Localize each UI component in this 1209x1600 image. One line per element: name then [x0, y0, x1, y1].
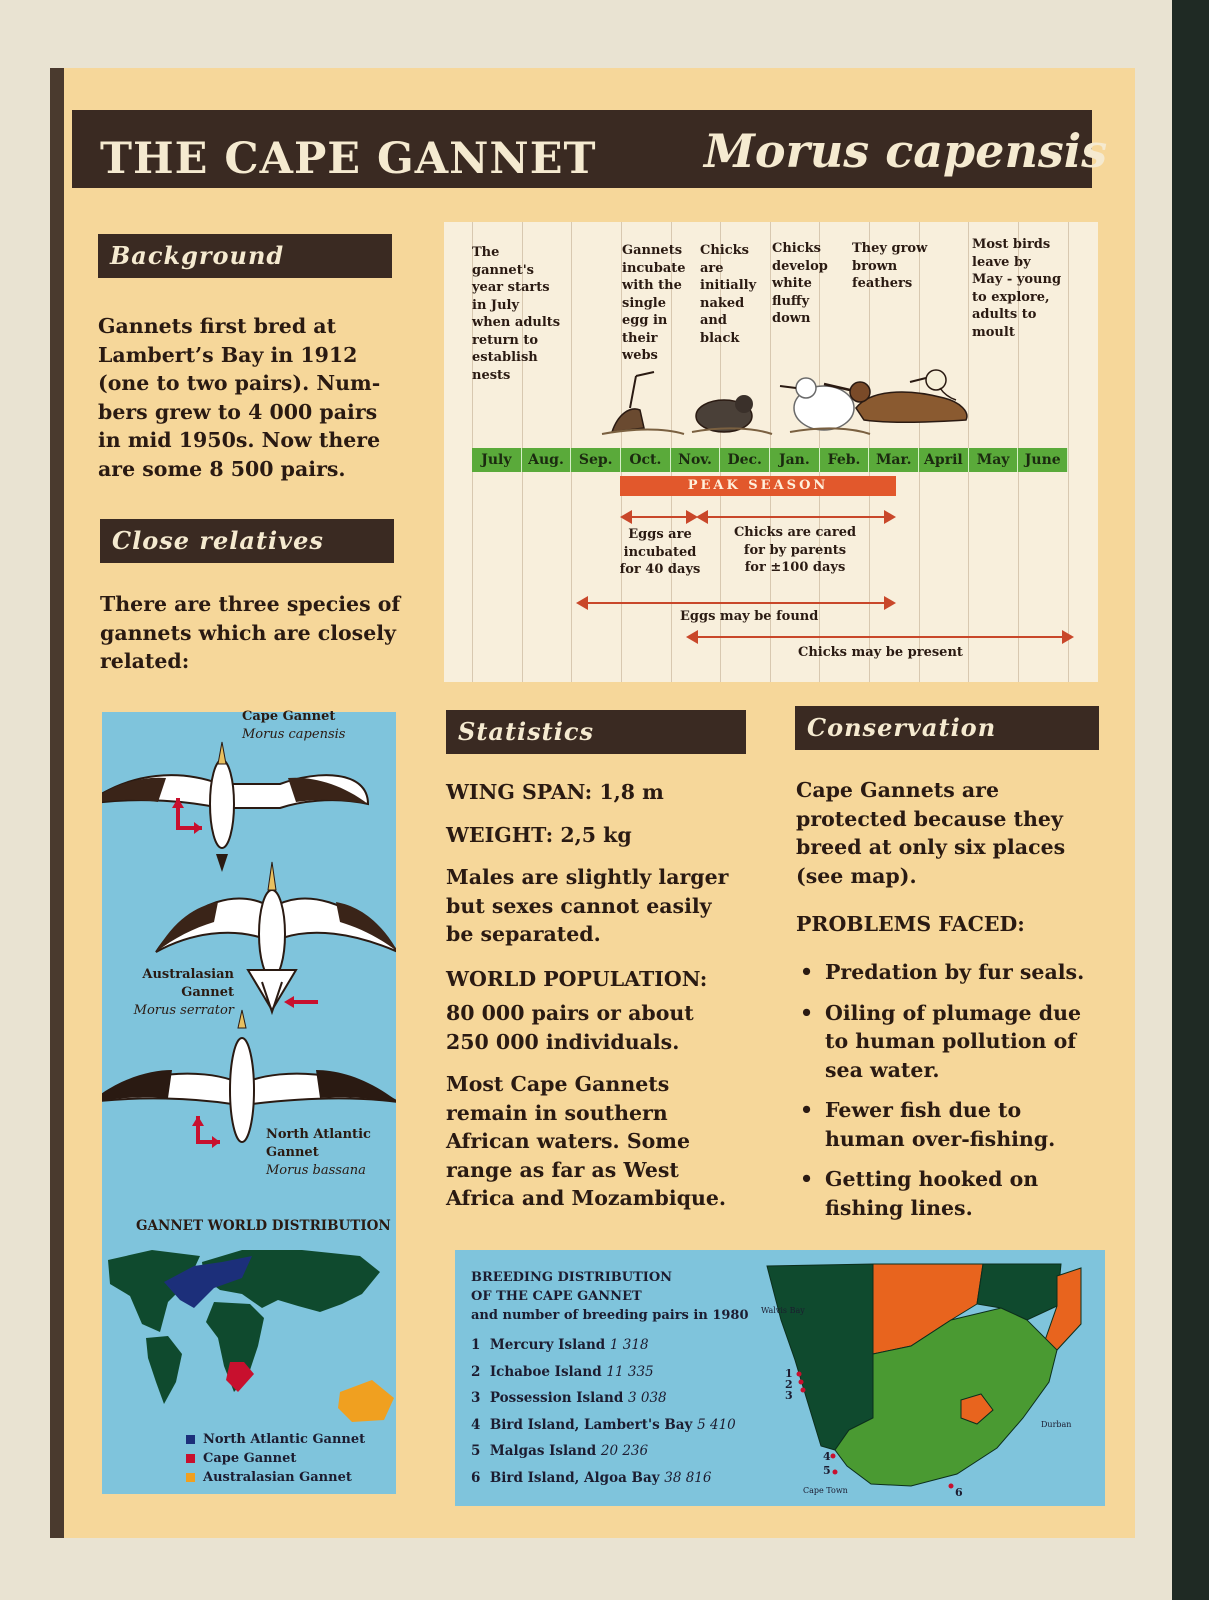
text-line: Males are slightly larger [446, 865, 729, 889]
site-row [471, 1385, 736, 1412]
caption-july [472, 244, 560, 384]
map-number: 6 [955, 1486, 963, 1499]
relatives-heading: Close relatives [100, 519, 394, 563]
caption-line: with the [622, 278, 682, 293]
caption-line: establish [472, 350, 538, 365]
site-name: Bird Island, Algoa Bay [489, 1469, 660, 1486]
caption-line: brown [852, 258, 898, 274]
site-row [471, 1438, 736, 1465]
text-line: African waters. Some [446, 1129, 691, 1153]
caption-line: when adults [472, 315, 561, 330]
text-line: be separated. [446, 922, 601, 946]
text-line: remain in southern [446, 1100, 668, 1125]
weight: WEIGHT: 2,5 kg [446, 822, 632, 847]
site-name: Bird Island, Lambert's Bay [489, 1416, 693, 1433]
site-name: Possession Island [489, 1390, 624, 1406]
text-line: human over-fishing. [825, 1126, 1056, 1151]
caption-line: their [622, 330, 658, 346]
nesting-gannet-drawing [602, 372, 684, 434]
map-number: 5 [823, 1464, 831, 1477]
breeding-title [471, 1268, 749, 1325]
caption-line: to explore, [972, 289, 1050, 305]
statistics-heading: Statistics [446, 710, 746, 754]
title-line: and number of breeding pairs in 1980 [471, 1308, 749, 1323]
caption-line: The [472, 245, 500, 260]
site-pairs: 20 236 [600, 1443, 649, 1459]
conservation-heading: Conservation [795, 706, 1099, 750]
map-number: 3 [785, 1389, 793, 1402]
caption-line: webs [622, 348, 658, 363]
wing-span: WING SPAN: 1,8 m [446, 780, 664, 804]
population-heading: WORLD POPULATION: [446, 966, 708, 991]
label-line: Eggs are [628, 527, 692, 542]
month-cell: Aug. [522, 448, 572, 472]
text-line: 80 000 pairs or about [446, 1001, 694, 1025]
month-cell: Sep. [571, 448, 621, 472]
label-line: for 40 days [619, 562, 701, 577]
caption-naked [700, 242, 756, 347]
caption-line: May - young [972, 272, 1062, 287]
species-name: Australasian Gannet [142, 967, 234, 1000]
month-cell: Mar. [869, 448, 919, 472]
text-line: in mid 1950s. Now there [98, 428, 381, 452]
site-number: 4 [471, 1416, 481, 1433]
caption-line: and [700, 313, 727, 328]
breeding-timeline [444, 222, 1098, 682]
chicks-cared-label [720, 524, 870, 577]
text-line: Fewer fish due to [825, 1098, 1022, 1122]
bullet-icon: • [800, 1000, 814, 1025]
month-cell: Jan. [770, 448, 820, 472]
site-number: 2 [471, 1363, 481, 1380]
gridline [1068, 222, 1069, 682]
caption-line: naked [700, 295, 745, 311]
text-line: Predation by fur seals. [825, 960, 1085, 984]
caption-line: feathers [852, 276, 913, 291]
durban-label: Durban [1041, 1420, 1072, 1429]
caption-line: gannet's [472, 262, 534, 278]
text-line: There are three species of [100, 592, 401, 616]
text-line: to human pollution of [825, 1029, 1077, 1053]
text-line: Most Cape Gannets [446, 1072, 670, 1096]
text-line: Cape Gannets are [796, 778, 1000, 802]
site-name: Malgas Island [489, 1443, 597, 1459]
text-line: fishing lines. [825, 1195, 973, 1220]
species-latin: Morus serrator [133, 1003, 234, 1018]
site-number: 5 [471, 1443, 481, 1459]
site-row [471, 1359, 736, 1386]
title-line: OF THE CAPE GANNET [471, 1289, 642, 1304]
cape-gannet-label [242, 708, 345, 744]
caption-line: adults to [972, 307, 1037, 322]
caption-feathers [852, 240, 927, 293]
species-name: Cape Gannet [242, 709, 336, 724]
text-line: bers grew to 4 000 pairs [98, 399, 378, 424]
text-line: are some 8 500 pairs. [98, 456, 346, 481]
site-row [471, 1332, 736, 1359]
page-title: THE CAPE GANNET [100, 134, 597, 184]
text-line: Africa and Mozambique. [446, 1186, 727, 1210]
title-bar [72, 110, 1108, 188]
site-number: 1 [471, 1337, 481, 1353]
text-line: Lambert’s Bay in 1912 [98, 342, 358, 367]
text-line: (one to two pairs). Num- [98, 371, 381, 395]
chicks-present-arrow [688, 636, 1072, 638]
world-distribution-map [102, 1242, 396, 1442]
species-name: North Atlantic Gannet [266, 1127, 371, 1160]
relatives-text [100, 590, 410, 676]
text-line: gannets which are closely [100, 620, 396, 645]
site-name: Mercury Island [489, 1337, 606, 1353]
caption-line: initially [700, 278, 757, 293]
label-line: Chicks are cared [733, 525, 857, 540]
legend-swatch [186, 1435, 195, 1444]
site-number: 3 [471, 1390, 481, 1406]
statistics-text [446, 778, 766, 1213]
month-cell: May [969, 448, 1019, 472]
peak-season-bar: PEAK SEASON [620, 476, 896, 496]
caption-leave [972, 236, 1061, 341]
site-pairs: 38 816 [664, 1469, 712, 1486]
caption-line: incubate [622, 260, 686, 276]
map-number: 4 [823, 1450, 831, 1463]
species-latin: Morus capensis [242, 727, 346, 742]
month-cell: June [1018, 448, 1068, 472]
caption-line: moult [972, 324, 1015, 340]
caption-line: They grow [852, 241, 928, 256]
conservation-text [796, 776, 1106, 939]
title-line: BREEDING DISTRIBUTION [471, 1270, 673, 1285]
legend-swatch [186, 1473, 195, 1482]
month-cell: Feb. [820, 448, 870, 472]
month-bar [472, 448, 1068, 472]
caption-line: Chicks [700, 243, 749, 258]
southern-africa-map [761, 1250, 1105, 1506]
legend-cape [186, 1451, 296, 1466]
site-row [471, 1412, 736, 1439]
caption-line: year starts [472, 280, 550, 295]
caption-line: develop [772, 258, 828, 274]
board-frame [1172, 0, 1209, 1600]
site-name: Ichaboe Island [489, 1363, 602, 1380]
legend-north-atlantic [186, 1432, 365, 1447]
text-line: 250 000 individuals. [446, 1029, 680, 1054]
caption-line: Chicks [772, 241, 821, 256]
background-text [98, 312, 398, 483]
list-item [796, 958, 1096, 987]
caption-line: leave by [972, 254, 1031, 270]
legend-australasian [186, 1470, 352, 1485]
list-item [796, 999, 1096, 1085]
text-line: sea water. [825, 1057, 940, 1082]
caption-line: single [622, 295, 667, 311]
text-line: protected because they [796, 806, 1063, 831]
text-line: Oiling of plumage due [825, 1000, 1082, 1025]
site-pairs: 11 335 [606, 1363, 654, 1380]
text-line: Gannets first bred at [98, 314, 337, 338]
month-cell: July [472, 448, 522, 472]
distribution-title: GANNET WORLD DISTRIBUTION [136, 1218, 391, 1234]
map-number: 2 [785, 1378, 793, 1391]
breeding-panel [455, 1250, 1105, 1506]
problems-heading: PROBLEMS FACED: [796, 912, 1025, 936]
chick-care-arrow [698, 516, 894, 518]
chicks-present-label: Chicks may be present [798, 645, 963, 660]
caption-line: black [700, 330, 740, 346]
cape-town-label: Cape Town [803, 1486, 848, 1495]
list-item [796, 1096, 1096, 1153]
caption-line: are [700, 260, 724, 276]
bullet-icon: • [800, 1098, 814, 1122]
caption-line: return to [472, 332, 539, 348]
caption-line: egg in [622, 313, 668, 328]
eggs-found-label: Eggs may be found [680, 609, 819, 624]
legend-swatch [186, 1454, 195, 1463]
caption-line: Gannets [622, 243, 683, 258]
site-number: 6 [471, 1469, 481, 1486]
site-pairs: 3 038 [628, 1390, 667, 1406]
caption-line: Most birds [972, 237, 1051, 252]
map-numbers-south [823, 1450, 831, 1478]
text-line: but sexes cannot easily [446, 893, 712, 918]
month-cell: Nov. [671, 448, 721, 472]
label-line: for by parents [743, 542, 847, 558]
caption-line: in July [472, 297, 520, 313]
list-item [796, 1165, 1096, 1222]
site-pairs: 1 318 [609, 1337, 649, 1353]
map-number: 1 [785, 1367, 793, 1380]
walvis-bay-label: Walvis Bay [761, 1306, 805, 1315]
background-heading: Background [98, 234, 392, 278]
gannet-life-stages [594, 362, 974, 442]
left-rule [50, 68, 64, 1538]
text-line: breed at only six places [796, 835, 1066, 859]
black-chick-drawing [692, 395, 772, 434]
australasian-gannet-label [132, 966, 234, 1020]
caption-line: nests [472, 367, 511, 383]
caption-line: white [772, 276, 812, 291]
scientific-name: Morus capensis [704, 124, 1108, 178]
site-row [471, 1465, 736, 1492]
relatives-panel [102, 709, 396, 1494]
breeding-sites-list [471, 1332, 736, 1491]
bullet-icon: • [800, 960, 814, 984]
legend-label: Australasian Gannet [203, 1470, 352, 1485]
text-line: (see map). [796, 863, 917, 888]
caption-incubate [622, 242, 686, 365]
caption-line: down [772, 311, 811, 326]
month-cell: April [919, 448, 969, 472]
caption-line: fluffy [772, 293, 810, 309]
label-line: for ±100 days [744, 560, 846, 575]
text-line: range as far as West [446, 1157, 679, 1182]
incubation-arrow [622, 516, 696, 518]
month-cell: Oct. [621, 448, 671, 472]
text-line: Getting hooked on [825, 1167, 1039, 1191]
legend-label: Cape Gannet [203, 1451, 297, 1466]
bullet-icon: • [800, 1167, 814, 1191]
map-numbers-north [785, 1368, 793, 1401]
text-line: related: [100, 649, 190, 673]
eggs-found-arrow [578, 602, 894, 604]
cape-gannet-drawing [102, 742, 368, 872]
site-pairs: 5 410 [697, 1416, 736, 1433]
gannet-illustrations [102, 712, 396, 1182]
label-line: incubated [623, 544, 697, 560]
month-cell: Dec. [720, 448, 770, 472]
species-latin: Morus bassana [266, 1163, 366, 1178]
north-atlantic-gannet-label [266, 1126, 386, 1180]
caption-down [772, 240, 828, 328]
eggs-incubated-label [614, 526, 706, 579]
problems-list [796, 958, 1096, 1234]
legend-label: North Atlantic Gannet [203, 1432, 366, 1447]
